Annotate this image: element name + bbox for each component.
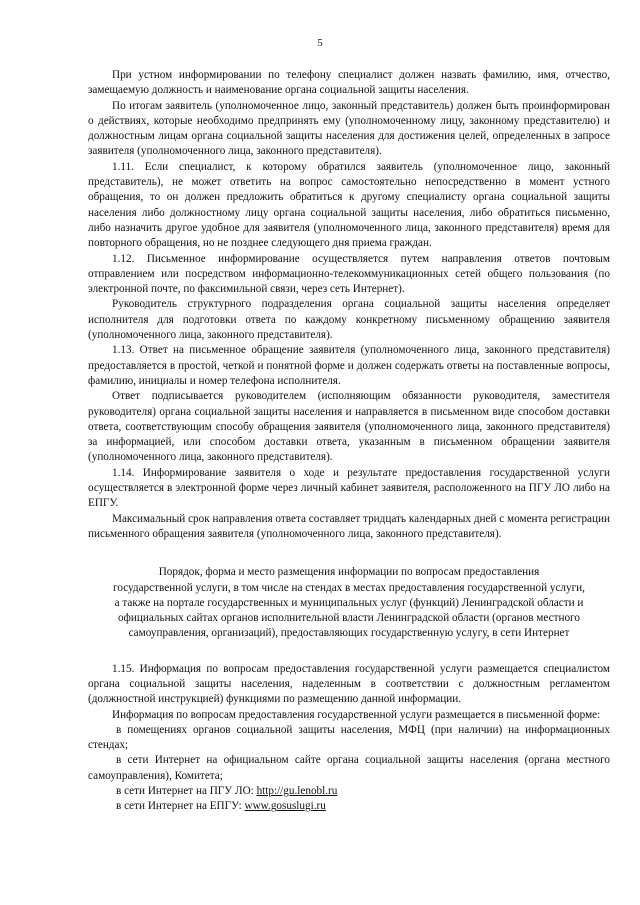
paragraph: Информация по вопросам предоставления государственной услуги размещается в письменной форме: bbox=[112, 708, 601, 721]
list-item: в помещениях органов социальной защиты населения, МФЦ (при наличии) на информационных стендах; bbox=[88, 723, 610, 752]
section-heading bbox=[88, 565, 610, 641]
paragraph-1-15: 1.15. Информация по вопросам предоставления государственной услуги размещается специалистом органа социальной защиты населения, наделенным в соответствии с должностным регламентом (должностной инструкцией) функциями по размещению данной информации. bbox=[88, 662, 610, 706]
paragraph-1-12: 1.12. Письменное информирование осуществляется путем направления ответов почтовым отправлением или посредством информационно-телекоммуникационных сетей общего пользования (по электронной почте, по факсимильной связи, через сеть Интернет). bbox=[88, 252, 610, 296]
paragraph-1-14: 1.14. Информирование заявителя о ходе и результате предоставления государственной услуги осуществляется в электронной форме через личный кабинет заявителя, расположенного на ПГУ ЛО либо на ЕПГУ. bbox=[88, 466, 610, 510]
paragraph: Максимальный срок направления ответа составляет тридцать календарных дней с момента регистрации письменного обращения заявителя (уполномоченного лица, законного представителя). bbox=[88, 512, 610, 540]
paragraph: Руководитель структурного подразделения органа социальной защиты населения определяет исполнителя для подготовки ответа по каждому конкретному письменному обращению заявителя (уполномоченного лица, законного представителя). bbox=[88, 298, 610, 342]
list-item: в сети Интернет на официальном сайте органа социальной защиты населения (органа местного самоуправления), Комитета; bbox=[88, 754, 610, 782]
paragraph: При устном информировании по телефону специалист должен назвать фамилию, имя, отчество, замещаемую должность и наименование органа социальной защиты населения. bbox=[88, 69, 610, 97]
heading-line: официальных сайтах органов исполнительной власти Ленинградской области (органов местного bbox=[118, 612, 580, 625]
link-prefix: в сети Интернет на ЕПГУ: bbox=[116, 800, 245, 813]
document-body bbox=[88, 68, 610, 815]
paragraph: По итогам заявитель (уполномоченное лицо, законный представитель) должен быть проинформирован о действиях, которые необходимо предпринять ему (уполномоченному лицу, законному представителю) и должностным лицам органа социальной защиты населения для достижения целей, определенных в запросе заявителя (уполномоченного лица, законного представителя). bbox=[88, 99, 610, 158]
pgu-lo-line bbox=[88, 784, 610, 799]
paragraph-1-13: 1.13. Ответ на письменное обращение заявителя (уполномоченного лица, законного представителя) предоставляется в простой, четкой и понятной форме и должен содержать ответы на поставленные вопросы, фамилию, инициалы и номер телефона исполнителя. bbox=[88, 344, 610, 387]
paragraph-1-11: 1.11. Если специалист, к которому обратился заявитель (уполномоченное лицо, законный представитель), не может ответить на вопрос самостоятельно непосредственно в момент устного обращения, то он должен предложить обратиться к другому специалисту органа социальной защиты населения либо должностному лицу органа социальной защиты населения, либо обратиться письменно, либо назначить другое удобное для заявителя (уполномоченного лица, законного представителя) время для повторного обращения, но не позднее следующего дня приема граждан. bbox=[88, 160, 610, 250]
heading-line: а также на портале государственных и муниципальных услуг (функций) Ленинградской области и bbox=[114, 596, 584, 609]
page-number: 5 bbox=[317, 37, 323, 49]
epgu-line bbox=[88, 799, 610, 814]
pgu-lo-link[interactable]: http://gu.lenobl.ru bbox=[256, 785, 338, 798]
heading-line: Порядок, форма и место размещения информации по вопросам предоставления bbox=[158, 566, 540, 579]
paragraph: Ответ подписывается руководителем (исполняющим обязанности руководителя, заместителя руководителя) органа социальной защиты населения и направляется в письменном виде способом доставки ответа, соответствующим способу обращения заявителя (уполномоченного лица, законного представителя) за информацией, или способом доставки ответа, указанным в письменном обращении заявителя (уполномоченного лица, законного представителя). bbox=[88, 390, 610, 464]
heading-line: самоуправления, организаций), предоставляющих государственную услугу, в сети Интернет bbox=[128, 627, 570, 640]
link-prefix: в сети Интернет на ПГУ ЛО: bbox=[116, 785, 257, 798]
epgu-link[interactable]: www.gosuslugi.ru bbox=[244, 800, 326, 813]
heading-line: государственной услуги, в том числе на стендах в местах предоставления государственной услуги, bbox=[113, 581, 585, 594]
